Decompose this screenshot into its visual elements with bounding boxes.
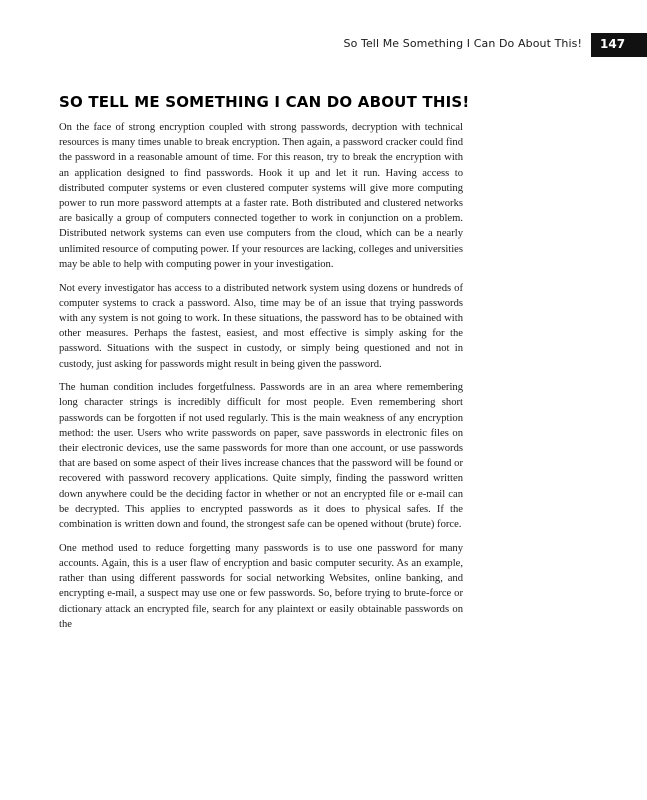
paragraph: Not every investigator has access to a distributed network system using dozens or hundreds of computer systems to crack a password. Also, time may be of an issue that trying passwords with any system is not going to work. In these situations, the password has to be obtained with other measures. Perhaps the fastest, easiest, and most effective is simply asking for the password. Situations with the suspect in custody, or simply being questioned and not in custody, just asking for passwords might result in being given the password. <box>59 282 463 370</box>
page-number: 147 <box>600 37 626 51</box>
section-heading: SO TELL ME SOMETHING I CAN DO ABOUT THIS! <box>59 93 470 111</box>
running-title: So Tell Me Something I Can Do About This! <box>343 37 582 50</box>
body-text <box>59 120 463 641</box>
paragraph: On the face of strong encryption coupled with strong passwords, decryption with technical resources is many times unable to break encryption. Then again, a password cracker could find the password in a reasonable amount of time. For this reason, try to break the encryption with an application designed to find passwords. Hook it up and let it run. Having access to distributed computer systems or even clustered computer systems will give more computing power to run more password attempts at a faster rate. Both distributed and clustered networks are basically a group of computers connected together to work in conjunction on a problem. Distributed network systems can even use computers from the cloud, which can be a nearly unlimited resource of computing power. If your resources are lacking, colleges and universities may be able to help with computing power in your investigation. <box>59 122 463 270</box>
paragraph: One method used to reduce forgetting many passwords is to use one password for many accounts. Again, this is a user flaw of encryption and basic computer security. As an example, rather than using different passwords for social networking Websites, online banking, and encrypting e-mail, a suspect may use one or few passwords. So, before trying to brute-force or dictionary attack an encrypted file, search for any plaintext or easily obtainable passwords on the <box>59 542 463 630</box>
page-number-box <box>591 33 647 57</box>
running-header <box>0 33 647 57</box>
paragraph: The human condition includes forgetfulness. Passwords are in an area where remembering long character strings is incredibly difficult for most people. Even remembering short passwords can be forgotten if not used regularly. This is the main weakness of any encryption method: the user. Users who write passwords on paper, save passwords in electronic files on their electronic devices, use the same passwords for more than one account, or use passwords that are based on some aspect of their lives increase chances that the password will be found or recovered with password recovery applications. Quite simply, finding the password written down anywhere could be the deciding factor in whether or not an encrypted file or e-mail can be decrypted. This applies to encrypted passwords as it does to physical safes. If the combination is written down and found, the strongest safe can be opened without (brute) force. <box>59 382 463 531</box>
